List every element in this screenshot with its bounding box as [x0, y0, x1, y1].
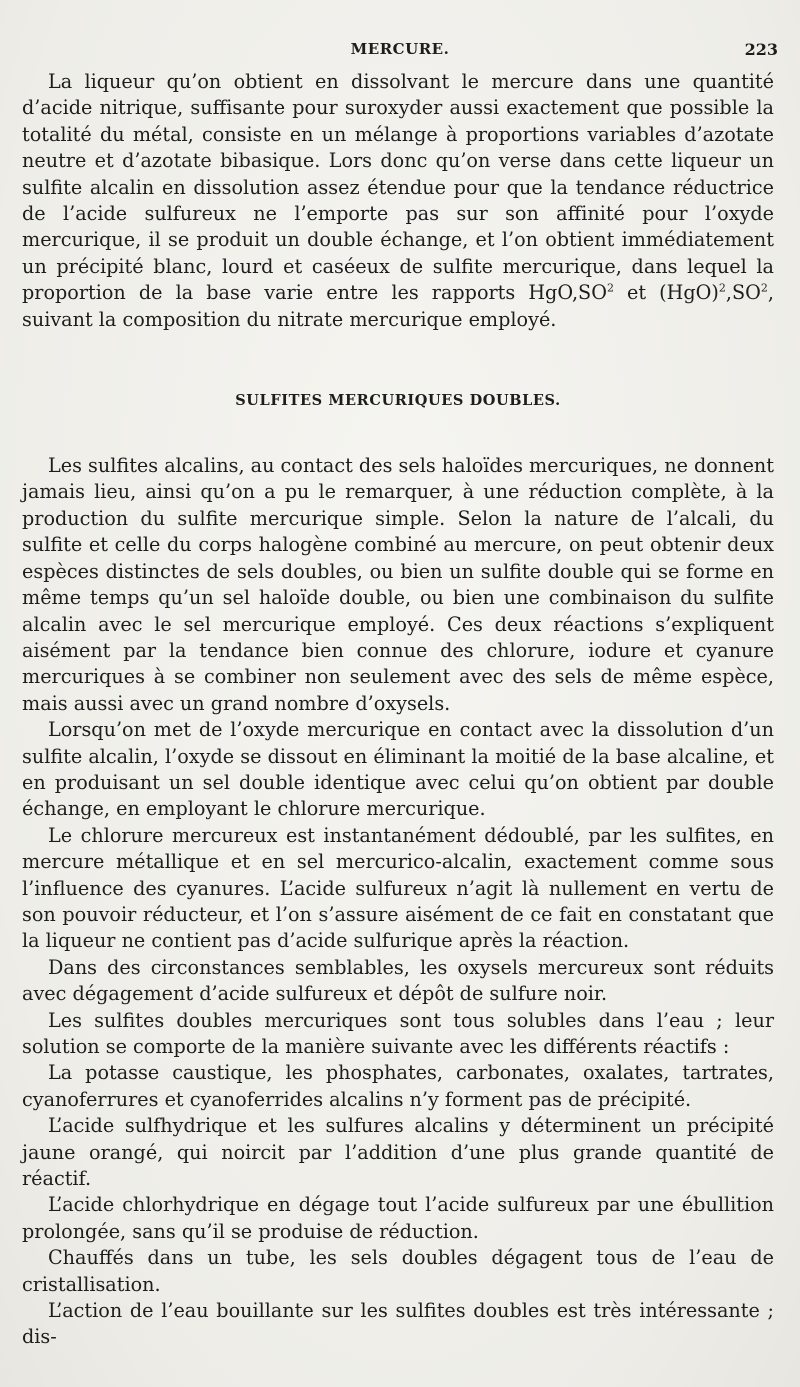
- superscript: 2: [760, 281, 768, 295]
- intro-text-c: ,SO: [725, 281, 761, 305]
- body-paragraph: Dans des circonstances semblables, les oxysels mercureux sont réduits avec dégagement d’acide sulfureux et dépôt de sulfure noir.: [22, 955, 774, 1006]
- running-title: MERCURE.: [350, 40, 450, 58]
- body-paragraph: L’acide chlorhydrique en dégage tout l’acide sulfureux par une ébullition prolongée, sans qu’il se produise de réduction.: [22, 1193, 774, 1243]
- body-paragraph: Lorsqu’on met de l’oxyde mercurique en contact avec la dissolution d’un sulfite alcalin, l’oxyde se dissout en éliminant la moitié de la base alcaline, et en produisant un sel double identique avec celui qu’on obtient par double échange, en employant le chlorure mercurique.: [22, 718, 774, 821]
- body-paragraph: La potasse caustique, les phosphates, carbonates, oxalates, tartrates, cyanoferrures et cyanoferrides alcalins n’y forment pas de précipité.: [22, 1061, 774, 1111]
- intro-paragraph: [22, 69, 774, 333]
- superscript: 2: [606, 281, 614, 295]
- body-paragraph: Les sulfites doubles mercuriques sont tous solubles dans l’eau ; leur solution se comporte de la manière suivante avec les différents réactifs :: [22, 1008, 774, 1058]
- body-paragraph: Chauffés dans un tube, les sels doubles dégagent tous de l’eau de cristallisation.: [22, 1246, 774, 1296]
- intro-text-d: , suivant la composition du nitrate mercurique employé.: [22, 281, 774, 331]
- intro-text-b: et (HgO): [613, 281, 719, 305]
- page-body: [22, 69, 774, 1351]
- body-paragraph: L’action de l’eau bouillante sur les sulfites doubles est très intéressante ; dis-: [22, 1299, 774, 1349]
- page-header: [0, 38, 800, 62]
- body-paragraph: L’acide sulfhydrique et les sulfures alcalins y déterminent un précipité jaune orangé, qui noircit par l’addition d’une plus grande quantité de réactif.: [22, 1114, 774, 1191]
- page-number: 223: [744, 40, 778, 59]
- body-paragraph: Les sulfites alcalins, au contact des sels haloïdes mercuriques, ne donnent jamais lieu, ainsi qu’on a pu le remarquer, à une réduction complète, à la production du sulfite mercurique simple. Selon la nature de l’alcali, du sulfite et celle du corps halogène combiné au mercure, on peut obtenir deux espèces distinctes de sels doubles, ou bien un sulfite double qui se forme en même temps qu’un sel haloïde double, ou bien une combinaison du sulfite alcalin avec le sel mercurique employé. Ces deux réactions s’expliquent aisément par la tendance bien connue des chlorure, iodure et cyanure mercuriques à se combiner non seulement avec des sels de même espèce, mais aussi avec un grand nombre d’oxysels.: [22, 454, 774, 715]
- section-heading: SULFITES MERCURIQUES DOUBLES.: [235, 392, 561, 410]
- intro-text-a: La liqueur qu’on obtient en dissolvant le mercure dans une quantité d’acide nitrique, suffisante pour suroxyder aussi exactement que possible la totalité du métal, consiste en un mélange à proportions variables d’azotate neutre et d’azotate bibasique. Lors donc qu’on verse dans cette liqueur un sulfite alcalin en dissolution assez étendue pour que la tendance réductrice de l’acide sulfureux ne l’emporte pas sur son affinité pour l’oxyde mercurique, il se produit un double échange, et l’on obtient immédiatement un précipité blanc, lourd et caséeux de sulfite mercurique, dans lequel la proportion de la base varie entre les rapports HgO,SO: [22, 70, 774, 305]
- superscript: 2: [718, 281, 726, 295]
- body-paragraph: Le chlorure mercureux est instantanément dédoublé, par les sulfites, en mercure métallique et en sel mercurico-alcalin, exactement comme sous l’influence des cyanures. L’acide sulfureux n’agit là nullement en vertu de son pouvoir réducteur, et l’on s’assure aisément de ce fait en constatant que la liqueur ne contient pas d’acide sulfurique après la réaction.: [22, 823, 774, 953]
